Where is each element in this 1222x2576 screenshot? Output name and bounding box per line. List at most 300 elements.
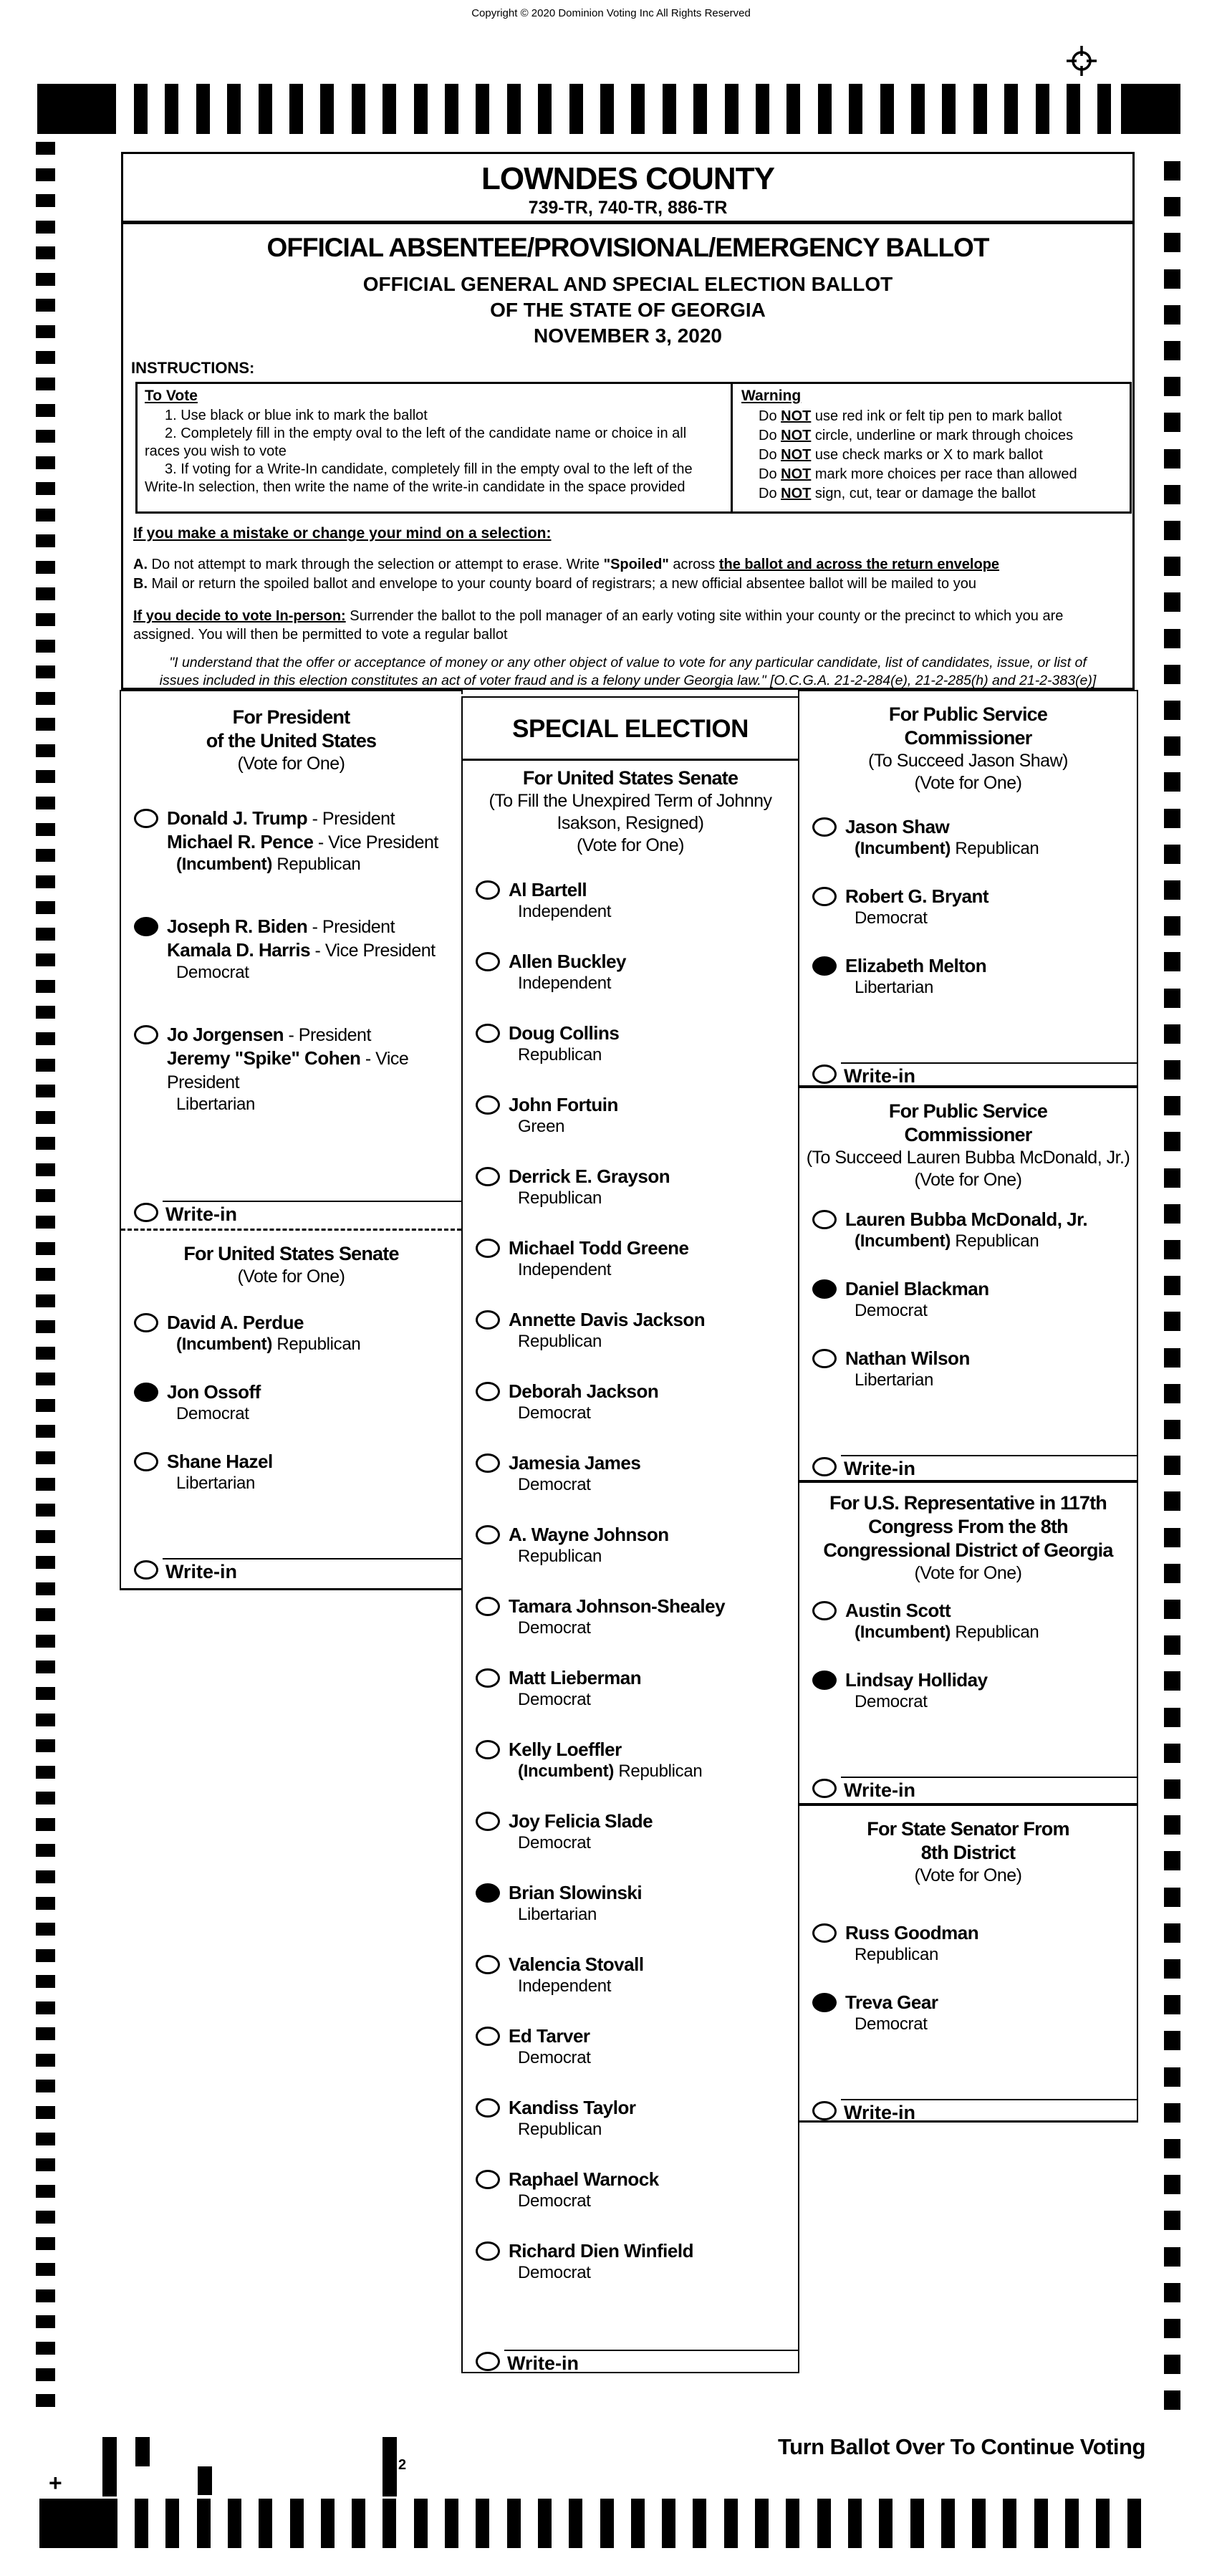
write-in-oval[interactable] xyxy=(134,1560,158,1580)
candidate-party: Libertarian xyxy=(855,1370,934,1390)
race-title-line: For Public Service xyxy=(888,1100,1048,1122)
candidate-oval[interactable] xyxy=(812,1210,837,1229)
candidate-row xyxy=(121,1380,461,1450)
candidate-oval[interactable] xyxy=(476,2098,500,2118)
timing-mark xyxy=(1164,1060,1180,1080)
candidate-oval[interactable] xyxy=(134,809,158,828)
timing-mark xyxy=(36,273,55,286)
timing-mark xyxy=(1164,1600,1180,1619)
candidate-row xyxy=(463,1093,798,1165)
write-in-area xyxy=(121,1558,461,1583)
timing-mark xyxy=(36,2106,55,2119)
timing-mark xyxy=(36,2368,55,2381)
candidate-oval[interactable] xyxy=(476,1525,500,1544)
race-title-line: Commissioner xyxy=(904,727,1032,749)
timing-mark xyxy=(1164,1168,1180,1188)
timing-mark xyxy=(259,2499,272,2548)
candidate-name: Brian Slowinski xyxy=(509,1882,643,1903)
timing-mark xyxy=(36,744,55,757)
timing-mark xyxy=(663,84,676,134)
timing-mark xyxy=(36,2027,55,2040)
ballot-type-title: OFFICIAL ABSENTEE/PROVISIONAL/EMERGENCY BALLOT xyxy=(266,233,989,262)
timing-mark xyxy=(196,84,210,134)
candidate-party: Democrat xyxy=(855,1301,928,1320)
timing-mark xyxy=(197,2499,211,2548)
timing-mark xyxy=(36,1347,55,1360)
candidate-row xyxy=(799,954,1137,1024)
timing-mark xyxy=(1164,989,1180,1008)
timing-mark xyxy=(1164,916,1180,936)
timing-mark xyxy=(1164,772,1180,792)
candidate-name: Joseph R. Biden - President xyxy=(167,915,395,937)
timing-mark xyxy=(1164,2283,1180,2302)
mistake-item-a: A. Do not attempt to mark through the selection or attempt to erase. Write "Spoiled" across the ballot and across the return envelope B. Mail or return the spoiled ballot and envelope to your county board of registrars; a new official absentee ballot will be mailed to you xyxy=(133,557,1000,592)
candidate-party: (Incumbent) Republican xyxy=(518,1762,703,1781)
timing-mark xyxy=(1164,1635,1180,1655)
race-vote-for: (Vote for One) xyxy=(914,773,1022,793)
candidate-name: Doug Collins xyxy=(509,1022,620,1044)
candidate-oval[interactable] xyxy=(812,817,837,837)
candidate-row xyxy=(463,1666,798,1738)
timing-mark xyxy=(1164,1923,1180,1943)
write-in-oval[interactable] xyxy=(812,1064,837,1084)
footer-code-mark xyxy=(198,2466,212,2495)
candidate-oval[interactable] xyxy=(476,1382,500,1401)
timing-mark xyxy=(1164,1671,1180,1691)
candidate-name: Donald J. Trump - President xyxy=(167,807,395,829)
timing-mark xyxy=(849,84,862,134)
race-title xyxy=(121,1231,461,1288)
write-in-oval[interactable] xyxy=(476,2352,500,2371)
candidate-row xyxy=(463,1953,798,2024)
candidate-row xyxy=(463,2239,798,2311)
timing-mark xyxy=(36,1320,55,1333)
timing-mark xyxy=(36,692,55,705)
candidate-oval[interactable] xyxy=(812,1923,837,1943)
timing-mark xyxy=(36,2080,55,2092)
candidate-row xyxy=(121,1311,461,1380)
candidate-row xyxy=(463,1738,798,1810)
candidate-oval[interactable] xyxy=(476,1024,500,1043)
warning-item: Do NOT circle, underline or mark through choices xyxy=(759,428,1074,443)
mistake-title: If you make a mistake or change your mind on a selection: xyxy=(133,525,552,542)
timing-mark xyxy=(507,2499,521,2548)
timing-mark xyxy=(1164,952,1180,971)
candidate-party: Independent xyxy=(518,1260,612,1279)
write-in-label: Write-in xyxy=(507,2352,579,2373)
candidate-party: (Incumbent) Republican xyxy=(855,1623,1039,1642)
timing-mark xyxy=(36,194,55,207)
candidate-oval[interactable] xyxy=(476,1167,500,1186)
write-in-label: Write-in xyxy=(844,1458,915,1479)
timing-mark xyxy=(36,613,55,626)
candidate-party: Republican xyxy=(518,1547,602,1566)
candidate-oval[interactable] xyxy=(134,1313,158,1332)
candidate-name: Derrick E. Grayson xyxy=(509,1166,670,1187)
timing-mark xyxy=(1164,2247,1180,2267)
candidate-name: John Fortuin xyxy=(509,1094,618,1115)
timing-mark xyxy=(383,2499,396,2548)
timing-mark xyxy=(290,2499,304,2548)
candidate-party: Democrat xyxy=(518,1833,591,1852)
candidate-name: Elizabeth Melton xyxy=(845,955,987,976)
timing-mark xyxy=(1164,485,1180,504)
candidate-name: Tamara Johnson-Shealey xyxy=(509,1595,726,1617)
timing-mark xyxy=(36,797,55,809)
candidate-party: Democrat xyxy=(518,1475,591,1494)
timing-mark xyxy=(36,404,55,417)
candidate-oval[interactable] xyxy=(476,1955,500,1974)
timing-mark xyxy=(1164,1096,1180,1115)
timing-mark xyxy=(1164,880,1180,900)
candidate-party: Republican xyxy=(518,2120,602,2139)
candidate-oval[interactable] xyxy=(134,1383,158,1402)
timing-mark xyxy=(36,1111,55,1124)
timing-mark xyxy=(36,1844,55,1857)
candidate-name: Jason Shaw xyxy=(845,816,950,837)
candidate-row xyxy=(121,1450,461,1519)
race-subtitle-line: (To Succeed Jason Shaw) xyxy=(868,751,1068,771)
race-title-line: For President xyxy=(232,706,350,728)
election-date: NOVEMBER 3, 2020 xyxy=(534,325,722,347)
timing-mark xyxy=(36,2289,55,2302)
timing-mark xyxy=(817,2499,831,2548)
timing-mark xyxy=(36,534,55,547)
candidate-row xyxy=(799,1599,1137,1668)
candidate-name: Russ Goodman xyxy=(845,1922,979,1943)
timing-mark xyxy=(600,84,614,134)
timing-mark xyxy=(36,1714,55,1726)
candidate-party: Libertarian xyxy=(855,978,934,997)
race-title xyxy=(799,691,1137,794)
candidate-name: Jon Ossoff xyxy=(167,1381,261,1403)
timing-mark xyxy=(36,953,55,966)
candidate-name: Lauren Bubba McDonald, Jr. xyxy=(845,1208,1088,1230)
candidate-name: Allen Buckley xyxy=(509,951,627,972)
candidate-oval[interactable] xyxy=(476,2027,500,2046)
candidate-party: Republican xyxy=(855,1945,939,1964)
timing-mark xyxy=(36,1897,55,1910)
timing-mark xyxy=(1164,1420,1180,1439)
race-title-line: Commissioner xyxy=(904,1124,1032,1145)
candidate-row xyxy=(463,1881,798,1953)
candidate-oval[interactable] xyxy=(476,1883,500,1903)
candidate-oval[interactable] xyxy=(812,1279,837,1299)
timing-mark xyxy=(36,142,55,155)
mistake-section xyxy=(123,525,1132,690)
timing-mark xyxy=(600,2499,614,2548)
candidate-party: Democrat xyxy=(176,1404,249,1423)
timing-mark xyxy=(1164,557,1180,576)
timing-mark xyxy=(37,84,116,134)
candidate-row xyxy=(463,1451,798,1523)
timing-mark xyxy=(36,1661,55,1673)
candidate-oval[interactable] xyxy=(476,1239,500,1258)
timing-mark xyxy=(36,2133,55,2145)
write-in-oval[interactable] xyxy=(812,1779,837,1798)
timing-mark xyxy=(1164,2355,1180,2374)
write-in-label: Write-in xyxy=(165,1203,237,1225)
candidate-oval[interactable] xyxy=(476,1740,500,1759)
timing-mark xyxy=(1003,2499,1016,2548)
timing-mark xyxy=(134,84,148,134)
timing-mark xyxy=(538,2499,552,2548)
candidate-list xyxy=(799,815,1137,1024)
race-subtitle-line: Isakson, Resigned) xyxy=(557,813,704,833)
candidate-name: Daniel Blackman xyxy=(845,1278,989,1299)
candidate-oval[interactable] xyxy=(812,1671,837,1690)
timing-mark xyxy=(1164,2103,1180,2123)
timing-mark xyxy=(724,2499,738,2548)
timing-mark xyxy=(383,84,396,134)
instructions-box xyxy=(135,382,1132,514)
county-name: LOWNDES COUNTY xyxy=(481,161,774,196)
timing-mark xyxy=(1164,341,1180,360)
timing-mark xyxy=(36,325,55,338)
timing-mark xyxy=(36,1975,55,1988)
timing-mark xyxy=(1096,2499,1110,2548)
timing-mark xyxy=(36,1085,55,1097)
county-header xyxy=(123,154,1132,224)
candidate-row xyxy=(463,1595,798,1666)
race-title-line: For United States Senate xyxy=(522,767,739,789)
candidate-oval[interactable] xyxy=(476,1597,500,1616)
timing-mark xyxy=(1065,2499,1079,2548)
timing-mark xyxy=(1164,2031,1180,2050)
candidate-row xyxy=(463,2096,798,2168)
candidate-oval[interactable] xyxy=(476,2170,500,2189)
candidate-list xyxy=(463,878,798,2311)
race-vote-for: (Vote for One) xyxy=(914,1865,1022,1885)
timing-mark xyxy=(36,1189,55,1202)
footer-code-mark xyxy=(383,2437,397,2496)
timing-mark xyxy=(910,2499,924,2548)
timing-mark xyxy=(693,2499,706,2548)
timing-mark xyxy=(36,1268,55,1281)
candidate-oval[interactable] xyxy=(134,917,158,936)
candidate-oval[interactable] xyxy=(476,880,500,900)
candidate-oval[interactable] xyxy=(476,1453,500,1473)
timing-mark xyxy=(36,1923,55,1936)
timing-mark xyxy=(36,1425,55,1438)
timing-mark xyxy=(569,84,583,134)
timing-mark xyxy=(36,1739,55,1752)
timing-mark xyxy=(36,1949,55,1962)
candidate-party: Democrat xyxy=(518,1690,591,1709)
timing-mark xyxy=(476,2499,489,2548)
candidate-row xyxy=(799,815,1137,885)
candidate-party: (Incumbent) Republican xyxy=(176,1335,361,1354)
timing-mark xyxy=(786,84,800,134)
timing-mark xyxy=(36,1032,55,1045)
to-vote-item: 2. Completely fill in the empty oval to the left of the candidate name or choice in all races you wish to vote xyxy=(145,426,687,459)
timing-mark xyxy=(36,168,55,181)
candidate-row xyxy=(799,1277,1137,1347)
timing-mark xyxy=(36,2158,55,2171)
timing-mark xyxy=(36,1399,55,1412)
timing-mark xyxy=(36,849,55,862)
timing-mark xyxy=(36,1635,55,1648)
candidate-oval[interactable] xyxy=(812,887,837,906)
warning-item: Do NOT use check marks or X to mark ballot xyxy=(759,447,1043,463)
candidate-oval[interactable] xyxy=(476,1310,500,1330)
timing-mark xyxy=(1164,1959,1180,1979)
timing-mark xyxy=(1164,1132,1180,1151)
timing-mark xyxy=(662,2499,675,2548)
timing-mark xyxy=(36,1504,55,1517)
timing-mark xyxy=(36,456,55,469)
warning-title: Warning xyxy=(741,388,802,404)
timing-mark xyxy=(1164,197,1180,216)
candidate-oval[interactable] xyxy=(476,1095,500,1115)
timing-mark xyxy=(36,928,55,941)
timing-mark xyxy=(818,84,832,134)
candidate-oval[interactable] xyxy=(812,1601,837,1620)
timing-mark xyxy=(36,718,55,731)
candidate-row xyxy=(463,2024,798,2096)
timing-mark xyxy=(36,1766,55,1779)
race-vote-for: (Vote for One) xyxy=(914,1170,1022,1190)
candidate-oval[interactable] xyxy=(476,2241,500,2261)
timing-mark xyxy=(1164,1312,1180,1331)
candidate-party: Republican xyxy=(518,1332,602,1351)
candidate-oval[interactable] xyxy=(476,952,500,971)
timing-mark xyxy=(1164,1384,1180,1403)
race-title-line: Congressional District of Georgia xyxy=(823,1539,1113,1561)
timing-mark xyxy=(289,84,303,134)
to-vote-title: To Vote xyxy=(145,388,198,404)
timing-mark xyxy=(352,84,365,134)
candidate-name: Deborah Jackson xyxy=(509,1380,659,1402)
race-title-line: For United States Senate xyxy=(183,1243,399,1264)
candidate-row xyxy=(463,1308,798,1380)
candidate-oval[interactable] xyxy=(134,1025,158,1044)
instructions-label: INSTRUCTIONS: xyxy=(131,359,255,377)
candidate-name: Joy Felicia Slade xyxy=(509,1810,653,1832)
timing-mark xyxy=(942,84,956,134)
candidate-name: Jamesia James xyxy=(509,1452,641,1474)
timing-mark xyxy=(1164,1276,1180,1295)
race-title xyxy=(799,1806,1137,1887)
copyright-text: Copyright © 2020 Dominion Voting Inc All Rights Reserved xyxy=(471,7,751,19)
timing-mark xyxy=(36,2315,55,2328)
candidate-oval[interactable] xyxy=(812,1349,837,1368)
timing-mark xyxy=(227,84,241,134)
write-in-oval[interactable] xyxy=(812,1457,837,1476)
candidate-party: (Incumbent) Republican xyxy=(176,855,361,874)
footer-code-mark xyxy=(102,2437,117,2496)
timing-mark xyxy=(756,84,769,134)
ballot-column-middle xyxy=(461,696,799,2373)
candidate-name: Ed Tarver xyxy=(509,2025,590,2047)
write-in-label: Write-in xyxy=(844,1065,915,1085)
timing-mark xyxy=(755,2499,769,2548)
timing-mark xyxy=(1164,701,1180,720)
candidate-name: Raphael Warnock xyxy=(509,2168,659,2190)
warning-box xyxy=(733,384,1130,511)
timing-mark xyxy=(259,84,272,134)
timing-mark xyxy=(36,2394,55,2407)
candidate-oval[interactable] xyxy=(134,1452,158,1471)
timing-mark xyxy=(36,246,55,259)
timing-mark xyxy=(36,901,55,914)
candidate-row xyxy=(799,1921,1137,1991)
timing-mark xyxy=(36,1294,55,1307)
timing-mark xyxy=(165,2499,179,2548)
timing-mark xyxy=(445,2499,458,2548)
candidate-row xyxy=(463,878,798,950)
timing-mark xyxy=(1067,84,1080,134)
timing-mark xyxy=(165,84,178,134)
timing-mark xyxy=(1164,449,1180,468)
timing-mark xyxy=(1164,305,1180,325)
timing-mark xyxy=(1164,1348,1180,1368)
timing-mark xyxy=(1164,809,1180,828)
timing-mark xyxy=(1164,1024,1180,1044)
race-title-line: For U.S. Representative in 117th xyxy=(829,1492,1107,1514)
timing-mark xyxy=(1164,2067,1180,2087)
candidate-list xyxy=(121,1311,461,1519)
race-title-line: Congress From the 8th xyxy=(868,1516,1068,1537)
candidate-oval[interactable] xyxy=(812,1993,837,2012)
timing-mark xyxy=(36,299,55,312)
candidate-name: Kandiss Taylor xyxy=(509,2097,636,2118)
candidate-name: Jeremy "Spike" Cohen - Vice President xyxy=(167,1047,409,1092)
candidate-party: Democrat xyxy=(518,1403,591,1423)
timing-mark xyxy=(36,1556,55,1569)
timing-mark xyxy=(445,84,458,134)
timing-mark xyxy=(36,1163,55,1176)
timing-mark xyxy=(911,84,925,134)
candidate-name: Kelly Loeffler xyxy=(509,1739,622,1760)
timing-mark xyxy=(36,1818,55,1831)
race-title xyxy=(799,1483,1137,1585)
write-in-area xyxy=(799,1455,1137,1480)
timing-mark xyxy=(135,2499,148,2548)
timing-mark xyxy=(36,2001,55,2014)
timing-mark xyxy=(1164,1528,1180,1547)
write-in-oval[interactable] xyxy=(134,1203,158,1222)
candidate-oval[interactable] xyxy=(476,1812,500,1831)
timing-mark xyxy=(569,2499,582,2548)
timing-mark xyxy=(1164,1240,1180,1259)
timing-mark xyxy=(1164,1815,1180,1835)
candidate-party: Democrat xyxy=(176,963,249,982)
timing-mark xyxy=(1164,1456,1180,1475)
timing-mark xyxy=(1164,1564,1180,1583)
write-in-area xyxy=(799,1062,1137,1085)
candidate-oval[interactable] xyxy=(476,1668,500,1688)
candidate-name: Richard Dien Winfield xyxy=(509,2240,693,2262)
timing-mark xyxy=(631,84,645,134)
timing-mark xyxy=(1164,1491,1180,1511)
timing-mark xyxy=(36,1608,55,1621)
timing-mark xyxy=(36,221,55,234)
race-section xyxy=(799,1480,1137,1803)
race-vote-for: (Vote for One) xyxy=(576,835,685,855)
turn-ballot-over-text: Turn Ballot Over To Continue Voting xyxy=(778,2434,1145,2459)
timing-mark xyxy=(1036,84,1049,134)
timing-mark xyxy=(1164,521,1180,540)
warning-item: Do NOT mark more choices per race than allowed xyxy=(759,466,1077,482)
candidate-oval[interactable] xyxy=(812,956,837,976)
write-in-oval[interactable] xyxy=(812,2101,837,2120)
candidate-name: Nathan Wilson xyxy=(845,1347,970,1369)
race-title xyxy=(463,761,798,857)
race-subtitle-line: (To Succeed Lauren Bubba McDonald, Jr.) xyxy=(806,1148,1130,1168)
candidate-row xyxy=(121,915,461,1023)
timing-mark xyxy=(1097,84,1111,134)
